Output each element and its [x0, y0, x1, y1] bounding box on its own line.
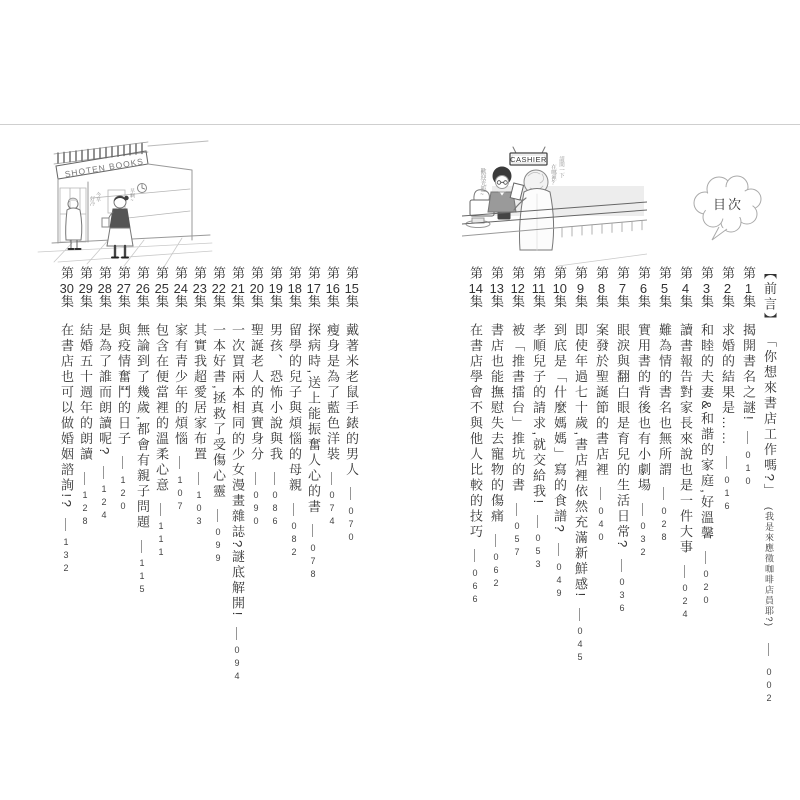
chapter-number [287, 266, 302, 310]
chapter-word-post: 集 [720, 294, 735, 310]
chapter-number [306, 266, 321, 310]
chapter-title: 案發於聖誕節的書店裡 [594, 323, 609, 478]
toc-entry-4 [679, 266, 692, 706]
chapter-word-post: 集 [344, 294, 359, 310]
chapter-page: 040 [596, 505, 606, 545]
chapter-title: 孝順兒子的請求,就交給我! [531, 323, 546, 506]
chapter-number [59, 266, 74, 310]
toc-entry-14 [469, 266, 482, 706]
leader-dash: — [325, 471, 340, 487]
bookstore-note-c: 早啊~ [129, 188, 135, 204]
leader-dash: — [78, 471, 93, 487]
toc-entry-13 [490, 266, 503, 706]
chapter-title: 到底是「什麼媽媽」寫的食譜? [552, 323, 567, 535]
chapter-page: 049 [554, 561, 564, 601]
leader-dash: — [468, 549, 483, 565]
chapter-word-post: 集 [78, 294, 93, 310]
chapter-page: 082 [289, 521, 299, 560]
toc-entry-7 [616, 266, 629, 706]
toc-entry-21 [231, 266, 244, 684]
toc-entry-20 [250, 266, 263, 684]
chapter-page: 016 [722, 474, 732, 514]
chapter-title: 留學的兒子與煩惱的母親 [287, 323, 302, 494]
toc-entry-24 [174, 266, 187, 684]
chapter-page: 020 [701, 569, 711, 609]
chapter-number [531, 266, 546, 310]
toc-entry-5 [658, 266, 671, 706]
chapter-word-pre: 第 [287, 266, 302, 282]
chapter-index: 22 [211, 281, 226, 295]
chapter-index: 26 [135, 281, 150, 295]
bookstore-illustration [32, 140, 217, 270]
chapter-page: 028 [659, 505, 669, 545]
chapter-word-pre: 第 [531, 266, 546, 282]
chapter-title: 家有青少年的煩惱 [173, 323, 188, 447]
leader-dash: — [636, 502, 651, 518]
chapter-number [154, 266, 169, 310]
chapter-title: 揭開書名之謎! [741, 323, 756, 423]
chapter-index: 12 [510, 281, 525, 295]
chapter-word-pre: 第 [720, 266, 735, 282]
leader-dash: — [510, 502, 525, 518]
chapter-word-post: 集 [699, 294, 714, 310]
toc-entry-18 [288, 266, 301, 684]
leader-dash: — [344, 487, 359, 503]
chapter-index: 24 [173, 281, 188, 295]
chapter-word-pre: 第 [741, 266, 756, 282]
chapter-page: 124 [99, 484, 109, 524]
chapter-index: 2 [723, 281, 732, 295]
chapter-title: 探病時,送上能振奮人心的書 [306, 323, 321, 516]
toc-entry-25 [155, 266, 168, 684]
chapter-word-post: 集 [211, 294, 226, 310]
chapter-index: 23 [192, 281, 207, 295]
chapter-word-post: 集 [657, 294, 672, 310]
chapter-page: 062 [491, 552, 501, 591]
chapter-index: 4 [681, 281, 690, 295]
chapter-word-pre: 第 [699, 266, 714, 282]
chapter-title: 書店也能撫慰失去寵物的傷痛 [489, 323, 504, 525]
toc-bubble-label: 目次 [712, 197, 744, 212]
chapter-page: 115 [137, 558, 147, 598]
chapter-word-post: 集 [531, 294, 546, 310]
chapter-page: 045 [575, 626, 585, 666]
preface-page: 002 [764, 667, 774, 707]
toc-entry-preface [763, 266, 776, 706]
chapter-word-post: 集 [678, 294, 693, 310]
chapter-number [636, 266, 651, 310]
chapter-word-pre: 第 [154, 266, 169, 282]
chapter-page: 024 [680, 583, 690, 622]
leader-dash: — [173, 456, 188, 472]
chapter-title: 結婚五十週年的朗讀 [78, 323, 93, 463]
chapter-page: 070 [346, 505, 356, 545]
toc-entry-8 [595, 266, 608, 706]
chapter-title: 無論到了幾歲,都會有親子問題 [135, 323, 150, 531]
chapter-number [192, 266, 207, 310]
chapter-page: 066 [470, 567, 480, 607]
toc-entry-30 [60, 266, 73, 684]
chapter-number [699, 266, 714, 310]
chapter-number [468, 266, 483, 310]
chapter-title: 和睦的夫妻&和諧的家庭,好溫馨 [699, 323, 714, 542]
chapter-number [344, 266, 359, 310]
leader-dash: — [116, 456, 131, 472]
chapter-page: 107 [175, 474, 185, 514]
chapter-title: 戴著米老鼠手錶的男人 [344, 323, 359, 478]
chapter-page: 078 [308, 542, 318, 582]
chapter-number [135, 266, 150, 310]
cashier-illustration [462, 140, 647, 270]
leader-dash: — [230, 626, 245, 643]
chapter-index: 15 [344, 281, 359, 295]
toc-entry-15 [345, 266, 358, 684]
chapter-index: 30 [59, 281, 74, 295]
chapter-index: 3 [702, 281, 711, 295]
chapter-page: 010 [743, 449, 753, 489]
chapter-number [173, 266, 188, 310]
chapter-title: 在書店也可以做婚姻諮詢!? [59, 323, 74, 510]
chapter-title: 與疫情奮鬥的日子 [116, 323, 131, 447]
cashier-drawing [462, 140, 647, 270]
toc-group-right [461, 266, 776, 706]
toc-entry-26 [136, 266, 149, 684]
chapter-word-post: 集 [154, 294, 169, 310]
chapter-number [249, 266, 264, 310]
toc-entry-29 [79, 266, 92, 684]
chapter-number [552, 266, 567, 310]
chapter-word-pre: 第 [78, 266, 93, 282]
chapter-word-pre: 第 [116, 266, 131, 282]
bookstore-note-a: 今早 [95, 192, 101, 202]
toc-entry-1 [742, 266, 755, 706]
toc-entry-6 [637, 266, 650, 706]
chapter-page: 086 [270, 490, 280, 529]
chapter-word-post: 集 [573, 294, 588, 310]
cashier-sign-text: CASHIER [510, 155, 547, 164]
chapter-index: 19 [268, 281, 283, 295]
chapter-word-pre: 第 [657, 266, 672, 282]
chapter-page: 053 [533, 533, 543, 573]
chapter-word-pre: 第 [552, 266, 567, 282]
chapter-page: 057 [512, 521, 522, 560]
chapter-word-pre: 第 [230, 266, 245, 282]
chapter-number [594, 266, 609, 310]
chapter-number [510, 266, 525, 310]
chapter-index: 7 [618, 281, 627, 295]
chapter-word-pre: 第 [678, 266, 693, 282]
chapter-word-post: 集 [173, 294, 188, 310]
chapter-title: 其實我超愛居家布置 [192, 323, 207, 463]
chapter-word-pre: 第 [594, 266, 609, 282]
chapter-title: 即使年過七十歲,書店裡依然充滿新鮮感! [573, 323, 588, 599]
chapter-page: 032 [638, 521, 648, 560]
chapter-word-post: 集 [552, 294, 567, 310]
leader-dash: — [720, 456, 735, 472]
chapter-word-post: 集 [615, 294, 630, 310]
bookstore-sign-text: SHOTEN BOOKS [64, 156, 145, 180]
toc-bubble-drawing [688, 172, 773, 252]
chapter-number [573, 266, 588, 310]
chapter-word-pre: 第 [173, 266, 188, 282]
chapter-title: 聖誕老人的真實身分 [249, 323, 264, 463]
chapter-title: 在書店學會不與他人比較的技巧 [468, 323, 483, 540]
chapter-title: 實用書的背後也有小劇場 [636, 323, 651, 494]
chapter-number [489, 266, 504, 310]
toc-entry-12 [511, 266, 524, 706]
chapter-word-post: 集 [287, 294, 302, 310]
toc-entry-17 [307, 266, 320, 684]
chapter-word-post: 集 [192, 294, 207, 310]
chapter-word-post: 集 [116, 294, 131, 310]
chapter-title: 是為了誰而朗讀呢? [97, 323, 112, 457]
leader-dash: — [59, 518, 74, 534]
chapter-number [78, 266, 93, 310]
chapter-index: 8 [597, 281, 606, 295]
chapter-page: 094 [232, 645, 242, 685]
chapter-index: 17 [306, 281, 321, 295]
chapter-word-post: 集 [306, 294, 321, 310]
toc-group-left [54, 266, 358, 684]
preface-label: 【前言】 [762, 266, 777, 328]
chapter-word-pre: 第 [59, 266, 74, 282]
chapter-page: 103 [194, 490, 204, 529]
chapter-index: 6 [639, 281, 648, 295]
chapter-index: 10 [552, 281, 567, 295]
chapter-word-post: 集 [135, 294, 150, 310]
chapter-word-post: 集 [636, 294, 651, 310]
chapter-word-pre: 第 [325, 266, 340, 282]
chapter-word-pre: 第 [344, 266, 359, 282]
preface-aside: (我是來應徵咖啡店員耶?) [764, 506, 774, 628]
chapter-page: 099 [213, 527, 223, 567]
chapter-word-post: 集 [510, 294, 525, 310]
chapter-word-pre: 第 [97, 266, 112, 282]
chapter-number [116, 266, 131, 310]
chapter-title: 求婚的結果是…… [720, 323, 735, 447]
toc-entry-23 [193, 266, 206, 684]
chapter-number [720, 266, 735, 310]
chapter-title: 一次買兩本相同的少女漫畫雜誌?謎底解開! [230, 323, 245, 618]
chapter-index: 21 [230, 281, 245, 295]
leader-dash: — [154, 502, 169, 518]
toc-bubble [688, 172, 773, 252]
chapter-word-pre: 第 [573, 266, 588, 282]
page-top-rule [0, 124, 800, 125]
chapter-word-pre: 第 [468, 266, 483, 282]
toc-entry-16 [326, 266, 339, 684]
chapter-index: 1 [744, 281, 753, 295]
leader-dash: — [97, 465, 112, 482]
chapter-word-pre: 第 [211, 266, 226, 282]
chapter-word-pre: 第 [615, 266, 630, 282]
chapter-number [325, 266, 340, 310]
chapter-index: 27 [116, 281, 131, 295]
chapter-page: 132 [61, 536, 71, 576]
chapter-number [615, 266, 630, 310]
chapter-number [678, 266, 693, 310]
chapter-index: 20 [249, 281, 264, 295]
leader-dash: — [249, 471, 264, 487]
bookstore-note-b: 好冷 [89, 196, 95, 206]
leader-dash: — [192, 471, 207, 487]
leader-dash: — [489, 533, 504, 549]
toc-entry-9 [574, 266, 587, 706]
chapter-word-post: 集 [59, 294, 74, 310]
chapter-page: 128 [80, 490, 90, 529]
chapter-index: 13 [489, 281, 504, 295]
chapter-title: 瘦身是為了藍色洋裝 [325, 323, 340, 463]
toc-entry-28 [98, 266, 111, 684]
chapter-title: 男孩、恐怖小說與我 [268, 323, 283, 463]
leader-dash: — [573, 607, 588, 624]
chapter-word-pre: 第 [249, 266, 264, 282]
leader-dash: — [306, 524, 321, 540]
leader-dash: — [699, 550, 714, 567]
chapter-word-post: 集 [594, 294, 609, 310]
chapter-page: 111 [156, 521, 166, 560]
leader-dash: — [268, 471, 283, 487]
chapter-number [268, 266, 283, 310]
chapter-title: 難為情的書名也無所謂 [657, 323, 672, 478]
chapter-title: 讀書報告對家長來說也是一件大事 [678, 323, 693, 556]
chapter-word-post: 集 [97, 294, 112, 310]
chapter-word-post: 集 [325, 294, 340, 310]
chapter-title: 被「推書擂台」推坑的書 [510, 323, 525, 494]
chapter-word-post: 集 [230, 294, 245, 310]
chapter-word-post: 集 [468, 294, 483, 310]
toc-entry-11 [532, 266, 545, 706]
chapter-word-post: 集 [249, 294, 264, 310]
leader-dash: — [594, 487, 609, 503]
chapter-word-post: 集 [489, 294, 504, 310]
chapter-number [211, 266, 226, 310]
chapter-number [97, 266, 112, 310]
chapter-page: 090 [251, 490, 261, 529]
chapter-word-pre: 第 [192, 266, 207, 282]
toc-entry-27 [117, 266, 130, 684]
toc-entry-3 [700, 266, 713, 706]
chapter-word-post: 集 [741, 294, 756, 310]
toc-entry-10 [553, 266, 566, 706]
chapter-word-post: 集 [268, 294, 283, 310]
leader-dash: — [531, 514, 546, 531]
chapter-word-pre: 第 [636, 266, 651, 282]
leader-dash: — [741, 431, 756, 447]
chapter-index: 29 [78, 281, 93, 295]
chapter-number [230, 266, 245, 310]
chapter-index: 11 [531, 281, 546, 295]
toc-entry-2 [721, 266, 734, 706]
leader-dash: — [615, 558, 630, 575]
leader-dash: — [657, 487, 672, 503]
chapter-index: 9 [576, 281, 585, 295]
cashier-question-note-1: 請問一下 [558, 156, 564, 178]
leader-dash: — [287, 502, 302, 518]
leader-dash: — [135, 539, 150, 556]
chapter-index: 18 [287, 281, 302, 295]
leader-dash: — [211, 508, 226, 525]
leader-dash: — [762, 642, 777, 659]
cashier-greeting-note: 歡迎光臨~ [479, 168, 485, 198]
preface-title: 「你想來書店工作嗎?」 [762, 334, 777, 499]
chapter-number [741, 266, 756, 310]
chapter-page: 120 [118, 474, 128, 514]
chapter-word-pre: 第 [306, 266, 321, 282]
toc-entry-22 [212, 266, 225, 684]
chapter-word-pre: 第 [489, 266, 504, 282]
chapter-number [657, 266, 672, 310]
chapter-page: 036 [617, 577, 627, 617]
chapter-index: 25 [154, 281, 169, 295]
chapter-title: 眼淚與翻白眼是育兒的生活日常? [615, 323, 630, 550]
leader-dash: — [552, 543, 567, 559]
cashier-question-note-2: 在哪裡? [550, 164, 556, 187]
chapter-word-pre: 第 [510, 266, 525, 282]
chapter-index: 5 [660, 281, 669, 295]
chapter-index: 16 [325, 281, 340, 295]
chapter-index: 28 [97, 281, 112, 295]
leader-dash: — [678, 564, 693, 580]
chapter-title: 包含在便當裡的溫柔心意 [154, 323, 169, 494]
chapter-word-pre: 第 [268, 266, 283, 282]
chapter-index: 14 [468, 281, 483, 295]
chapter-title: 一本好書,拯救了受傷心靈 [211, 323, 226, 500]
chapter-page: 074 [327, 490, 337, 529]
bookstore-drawing [32, 140, 217, 270]
toc-entry-19 [269, 266, 282, 684]
chapter-word-pre: 第 [135, 266, 150, 282]
